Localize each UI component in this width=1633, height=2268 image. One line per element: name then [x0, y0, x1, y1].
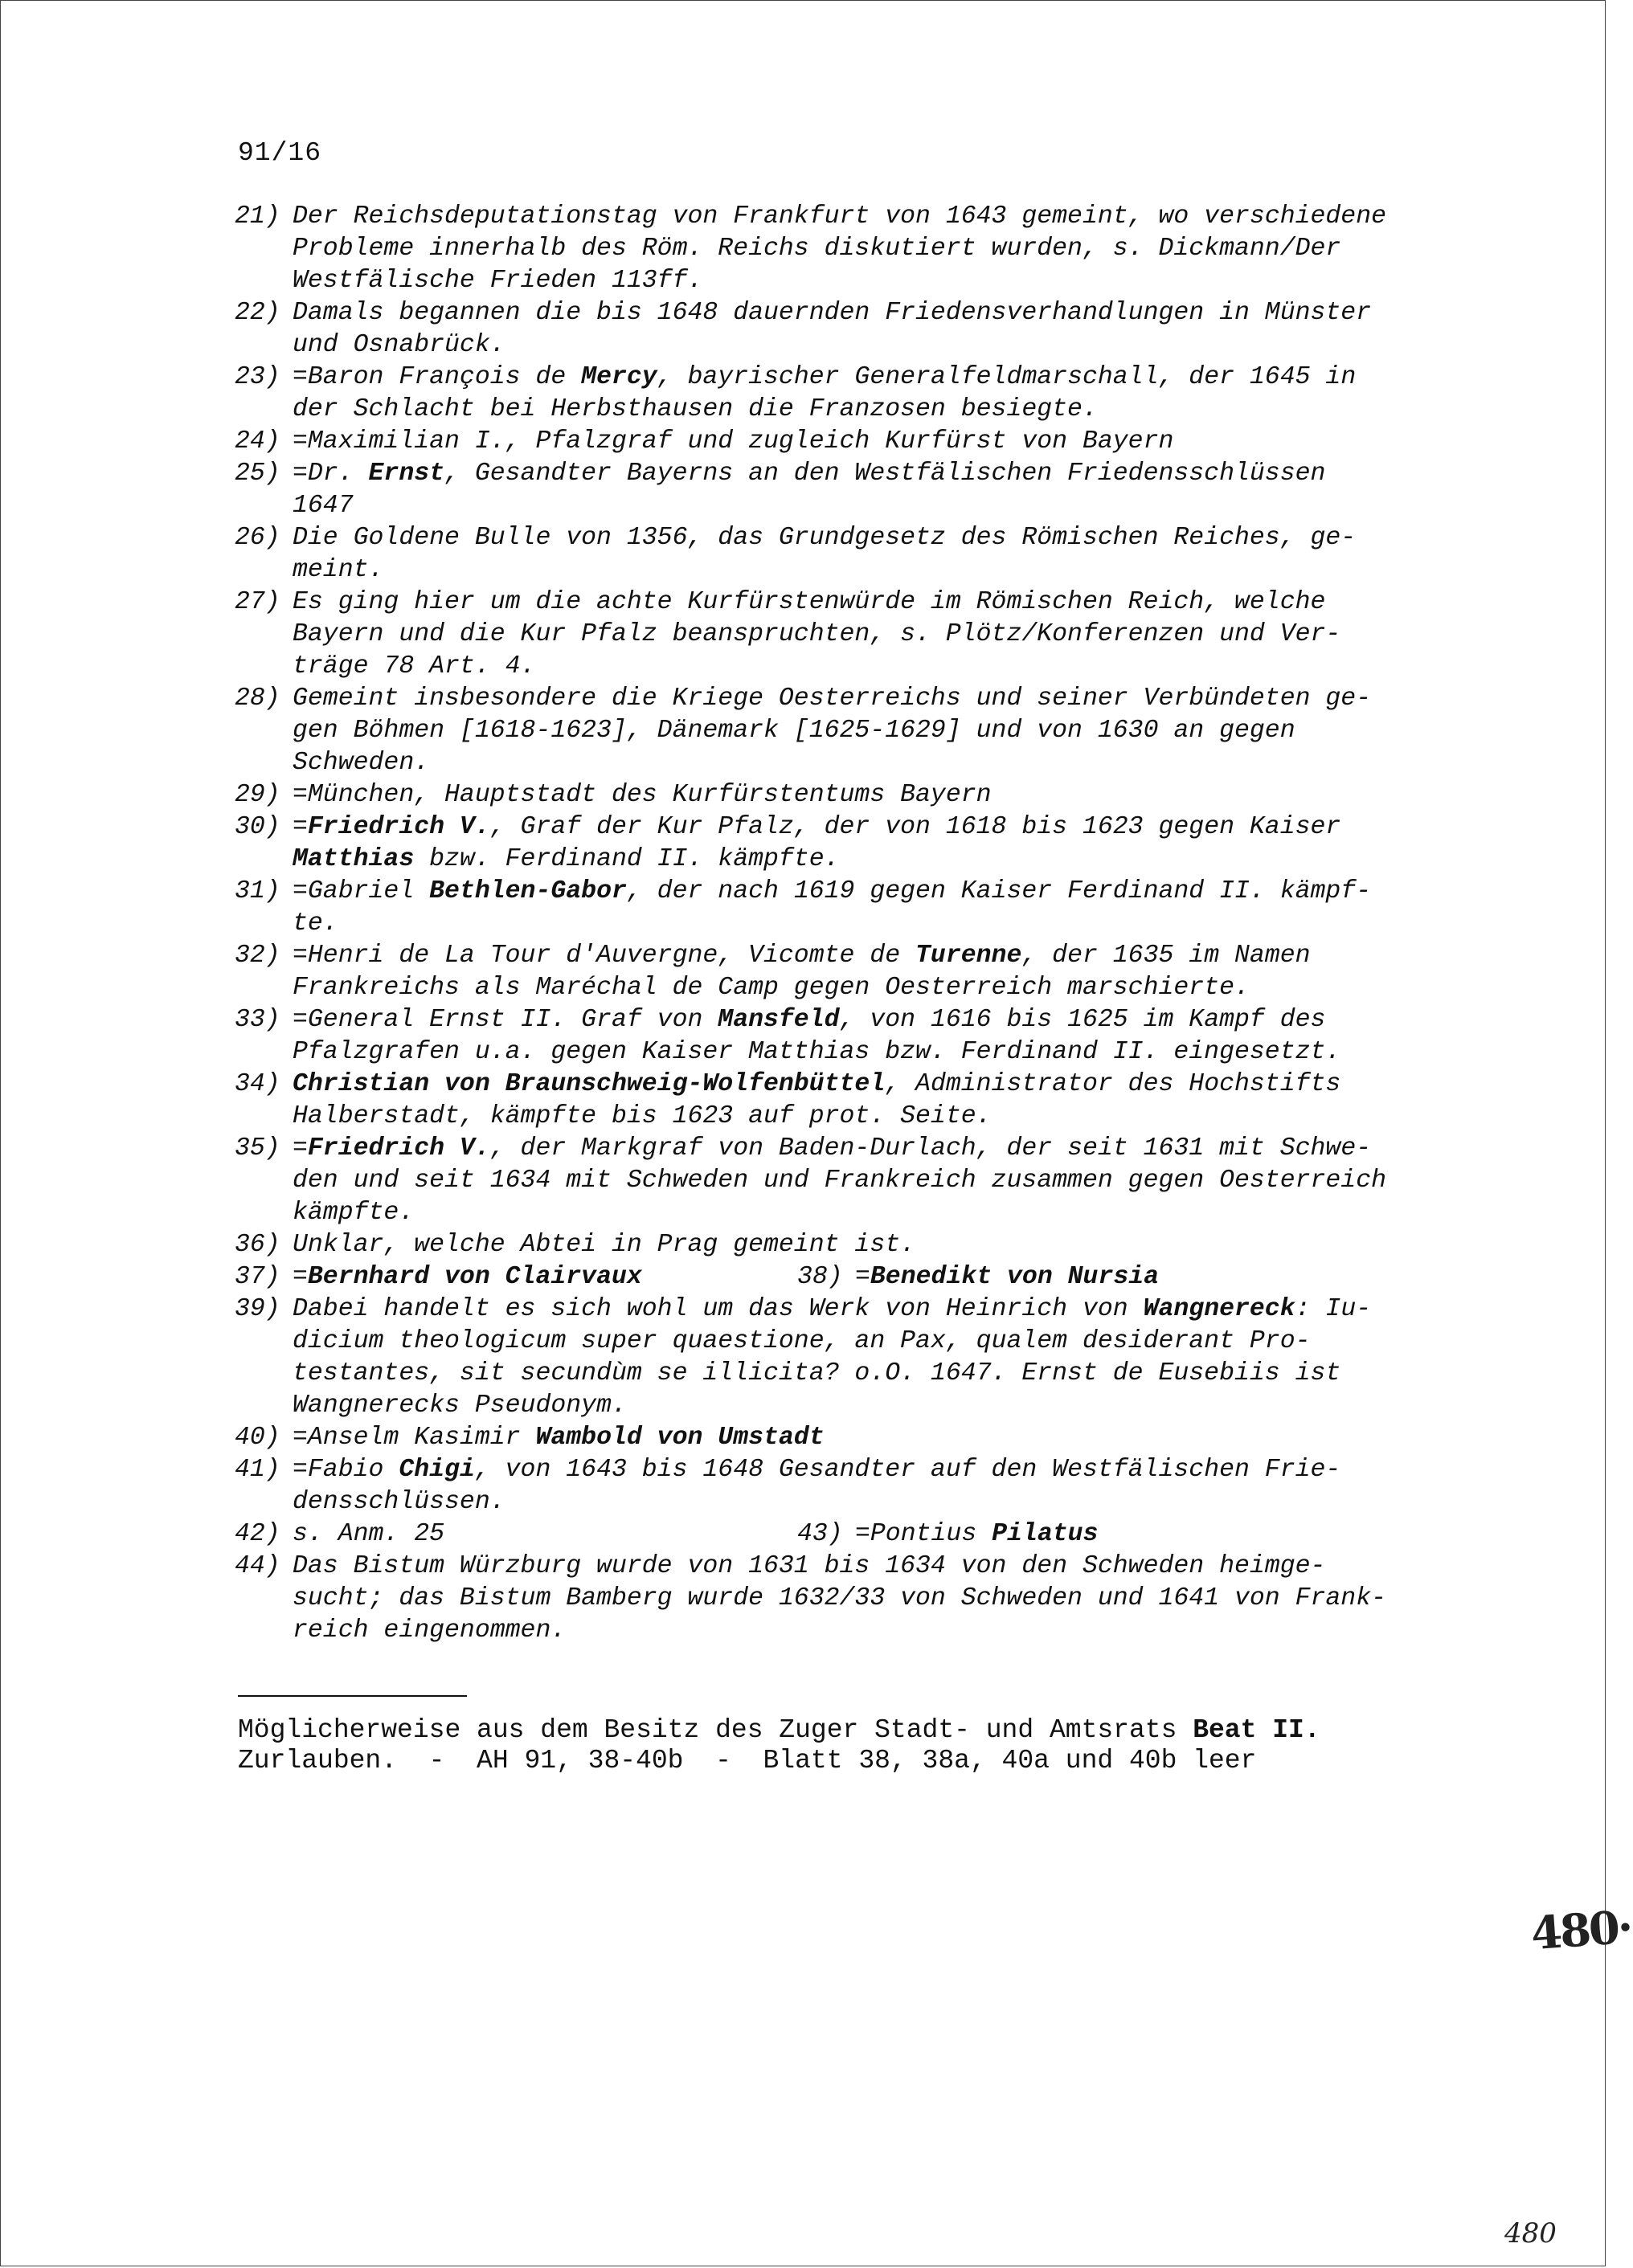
footnote-text [293, 426, 1472, 458]
footnote-number: 30) [235, 813, 280, 841]
note-emphasis: Turenne [915, 942, 1022, 970]
note-emphasis: Bernhard von Clairvaux [307, 1263, 642, 1291]
note-text-segment: =Henri de La Tour d'Auvergne, Vicomte de [293, 942, 916, 970]
footnote-text [293, 362, 1472, 426]
note-text-segment: , von 1616 bis 1625 im Kampf des Pfalzgrafen u.a. gegen Kaiser Matthias bzw. Ferdinand II. eingesetzt. [293, 1006, 1341, 1066]
provenance-note [238, 1715, 1524, 1776]
note-text-segment: , bayrischer Generalfeldmarschall, der 1645 in der Schlacht bei Herbsthausen die Franzosen besiegte. [293, 363, 1357, 423]
handwritten-folio-number: 480 [1504, 2217, 1557, 2250]
note-emphasis: Friedrich V. [307, 1134, 490, 1163]
note-emphasis: Ernst [368, 460, 445, 488]
note-text-segment: =Gabriel [293, 877, 430, 905]
footnote-text [293, 940, 1472, 1004]
footnote-text [293, 683, 1472, 779]
footnote [235, 586, 1472, 683]
note-text-segment: : Iu- dicium theologicum super quaestione, an Pax, qualem desiderant Pro- testantes, sit secundùm se illicita? o.O. 1647. Ernst de Eusebiis ist Wangnerecks Pseudonym. [293, 1295, 1372, 1420]
footnote-number: 35) [235, 1134, 280, 1163]
provenance-text: Möglicherweise aus dem Besitz des Zuger Stadt- und Amtsrats [238, 1715, 1193, 1745]
note-text-segment: , der nach 1619 gegen Kaiser Ferdinand II. kämpf- te. [293, 877, 1372, 938]
footnote-number: 25) [235, 460, 280, 488]
footnote-text [293, 201, 1472, 297]
note-emphasis: Christian von Braunschweig-Wolfenbüttel [293, 1070, 886, 1098]
footnote-text [293, 297, 1472, 362]
note-text-segment: Es ging hier um die achte Kurfürstenwürde im Römischen Reich, welche Bayern und die Kur Pfalz beanspruchten, s. Plötz/Konferenzen und Ver- träge 78 Art. 4. [293, 588, 1341, 680]
note-text-segment: =General Ernst II. Graf von [293, 1006, 718, 1034]
footnote-number: 39) [235, 1295, 280, 1323]
footnote-text [293, 876, 1472, 940]
footnote-text [855, 1261, 1159, 1293]
footnote-number: 43) [797, 1520, 843, 1548]
footnote-text [293, 1551, 1472, 1647]
footnote [235, 1133, 1472, 1229]
footnote [235, 297, 1472, 362]
handwritten-page-number: 480· [1529, 1900, 1633, 1961]
note-text-segment: Dabei handelt es sich wohl um das Werk von Heinrich von [293, 1295, 1144, 1323]
footnote-text [293, 586, 1472, 683]
note-text-segment: =München, Hauptstadt des Kurfürstentums Bayern [293, 781, 992, 809]
provenance-line-2: Zurlauben. - AH 91, 38-40b - Blatt 38, 38a, 40a und 40b leer [238, 1746, 1257, 1776]
note-emphasis: Chigi [399, 1456, 475, 1484]
footnote [235, 362, 1472, 426]
note-text-segment: =Dr. [293, 460, 369, 488]
footnote [235, 1551, 1472, 1647]
note-text-segment: , von 1643 bis 1648 Gesandter auf den Westfälischen Frie- densschlüssen. [293, 1456, 1341, 1516]
footnote-number: 37) [235, 1263, 280, 1291]
footnote [235, 1261, 797, 1293]
page-reference: 91/16 [238, 138, 322, 168]
footnote-text [293, 1454, 1472, 1518]
note-text-segment: Der Reichsdeputationstag von Frankfurt von 1643 gemeint, wo verschiedene Probleme innerhalb des Röm. Reichs diskutiert wurden, s. Dickmann/Der Westfälische Frieden 113ff. [293, 202, 1387, 295]
provenance-name-bold: Beat II. [1193, 1715, 1320, 1745]
note-text-segment: , der 1635 im Namen Frankreichs als Maréchal de Camp gegen Oesterreich marschierte. [293, 942, 1311, 1002]
footnote-divider [238, 1695, 467, 1697]
footnote-text [293, 1004, 1472, 1069]
footnote-number: 28) [235, 684, 280, 713]
note-text-segment: , der Markgraf von Baden-Durlach, der seit 1631 mit Schwe- den und seit 1634 mit Schweden und Frankreich zusammen gegen Oesterreich kämpfte. [293, 1134, 1387, 1227]
note-text-segment: , Graf der Kur Pfalz, der von 1618 bis 1623 gegen Kaiser [489, 813, 1341, 841]
footnote-number: 38) [797, 1263, 843, 1291]
footnote [235, 1454, 1472, 1518]
footnote-text [293, 1069, 1472, 1133]
footnote [235, 683, 1472, 779]
footnote-number: 36) [235, 1231, 280, 1259]
footnote-number: 42) [235, 1520, 280, 1548]
note-text-segment: = [293, 1263, 308, 1291]
note-text-segment: , Administrator des Hochstifts Halberstadt, kämpfte bis 1623 auf prot. Seite. [293, 1070, 1341, 1130]
note-emphasis: Wambold von Umstadt [535, 1424, 825, 1452]
footnote-number: 40) [235, 1424, 280, 1452]
note-emphasis: Pilatus [992, 1520, 1099, 1548]
note-emphasis: Matthias [293, 845, 415, 873]
footnotes-list [235, 201, 1472, 1647]
footnote [235, 1069, 1472, 1133]
footnote-text [293, 522, 1472, 586]
note-text-segment: Unklar, welche Abtei in Prag gemeint ist. [293, 1231, 916, 1259]
footnote [235, 1518, 797, 1551]
note-text-segment: Die Goldene Bulle von 1356, das Grundgesetz des Römischen Reiches, ge- meint. [293, 524, 1357, 584]
note-text-segment: =Pontius [855, 1520, 992, 1548]
footnote [235, 1229, 1472, 1261]
note-text-segment: = [855, 1263, 870, 1291]
footnote-number: 22) [235, 299, 280, 327]
footnote-number: 21) [235, 202, 280, 231]
footnote-number: 24) [235, 427, 280, 456]
footnote [797, 1261, 1159, 1293]
note-text-segment: bzw. Ferdinand II. kämpfte. [414, 845, 840, 873]
footnote-number: 23) [235, 363, 280, 391]
note-text-segment: Das Bistum Würzburg wurde von 1631 bis 1634 von den Schweden heimge- sucht; das Bistum Bamberg wurde 1632/33 von Schweden und 1641 von Frank- reich eingenommen. [293, 1552, 1387, 1645]
footnote-text [293, 811, 1472, 876]
footnote [235, 940, 1472, 1004]
footnote-text [293, 1229, 1472, 1261]
footnote [235, 1004, 1472, 1069]
footnote [235, 458, 1472, 522]
footnote [235, 426, 1472, 458]
footnote [235, 1293, 1472, 1422]
note-emphasis: Bethlen-Gabor [429, 877, 627, 905]
note-emphasis: Mercy [581, 363, 657, 391]
footnote [235, 811, 1472, 876]
note-text-segment: =Anselm Kasimir [293, 1424, 536, 1452]
footnote-text [293, 458, 1472, 522]
footnote-number: 27) [235, 588, 280, 616]
note-emphasis: Wangnereck [1143, 1295, 1295, 1323]
footnote-text [293, 1422, 1472, 1454]
footnote-number: 41) [235, 1456, 280, 1484]
note-text-segment: = [293, 1134, 308, 1163]
note-text-segment: s. Anm. 25 [293, 1520, 445, 1548]
footnote-number: 32) [235, 942, 280, 970]
provenance-line-1 [238, 1715, 1524, 1746]
note-emphasis: Mansfeld [718, 1006, 840, 1034]
footnote [235, 201, 1472, 297]
footnote-number: 31) [235, 877, 280, 905]
footnote-pair [235, 1518, 1472, 1551]
note-text-segment: =Fabio [293, 1456, 399, 1484]
footnote-text [293, 1293, 1472, 1422]
footnote-number: 29) [235, 781, 280, 809]
footnote-text [855, 1518, 1098, 1551]
footnote [235, 876, 1472, 940]
note-text-segment: =Baron François de [293, 363, 582, 391]
footnote [235, 522, 1472, 586]
note-text-segment: = [293, 813, 308, 841]
footnote-number: 26) [235, 524, 280, 552]
note-text-segment: Gemeint insbesondere die Kriege Oesterreichs und seiner Verbündeten ge- gen Böhmen [1618-1623], Dänemark [1625-1629] und von 1630 an gegen Schweden. [293, 684, 1372, 777]
note-emphasis: Friedrich V. [307, 813, 490, 841]
note-text-segment: Damals begannen die bis 1648 dauernden Friedensverhandlungen in Münster und Osnabrück. [293, 299, 1372, 359]
footnote-text [293, 1261, 642, 1293]
footnote-text [293, 1133, 1472, 1229]
note-emphasis: Benedikt von Nursia [870, 1263, 1160, 1291]
footnote [235, 1422, 1472, 1454]
footnote [235, 779, 1472, 811]
footnote-number: 34) [235, 1070, 280, 1098]
footnote-number: 44) [235, 1552, 280, 1580]
footnote-text [293, 779, 1472, 811]
footnote-text [293, 1518, 444, 1551]
footnote-pair [235, 1261, 1472, 1293]
footnote [797, 1518, 1098, 1551]
note-text-segment: =Maximilian I., Pfalzgraf und zugleich Kurfürst von Bayern [293, 427, 1174, 456]
footnote-number: 33) [235, 1006, 280, 1034]
note-text-segment: , Gesandter Bayerns an den Westfälischen Friedensschlüssen 1647 [293, 460, 1326, 520]
